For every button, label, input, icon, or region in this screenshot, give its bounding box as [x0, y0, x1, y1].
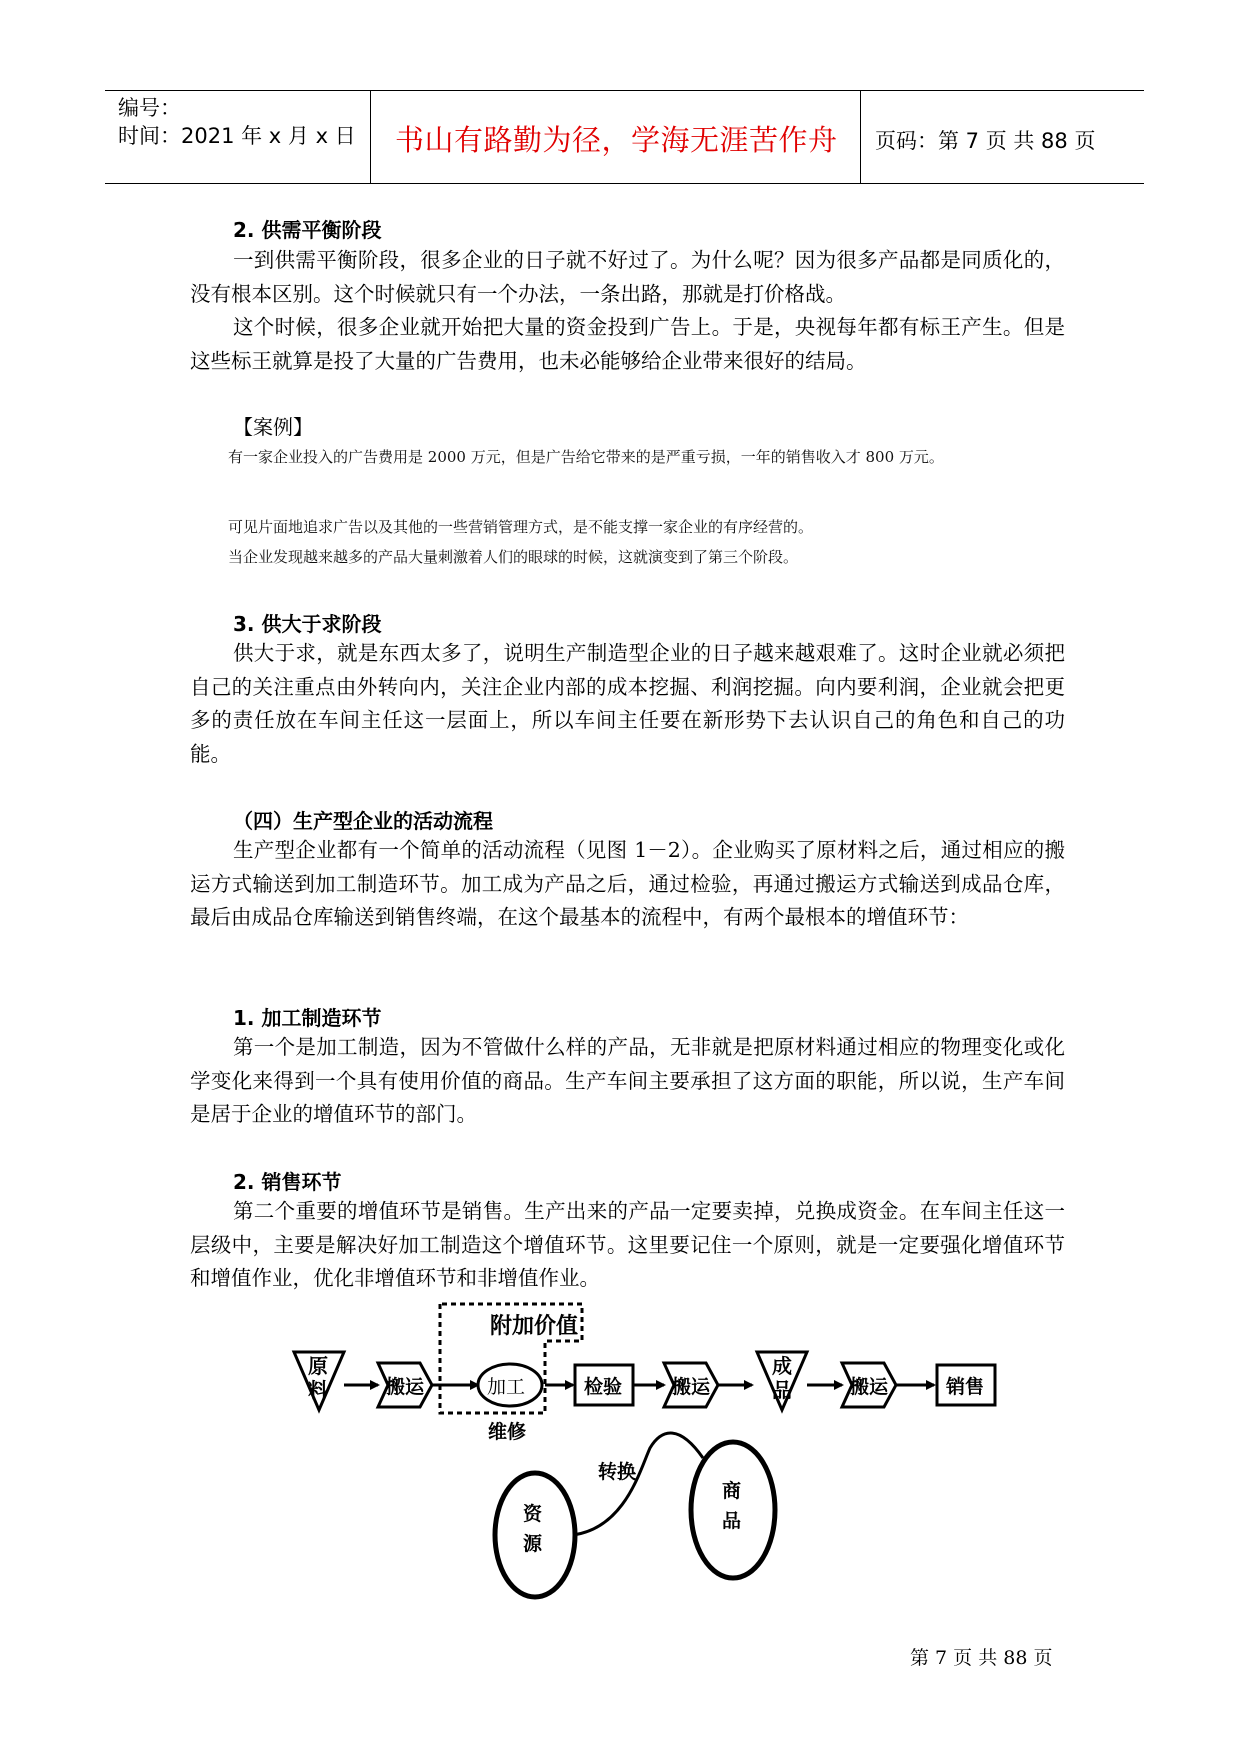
header-motto: 书山有路勤为径，学海无涯苦作舟: [395, 123, 838, 157]
process-label: 加工: [487, 1376, 526, 1398]
case-paragraph: 可见片面地追求广告以及其他的一些营销管理方式，是不能支撑一家企业的有序经营的。: [228, 518, 814, 536]
finished-goods-label-2: 品: [772, 1378, 792, 1402]
paragraph: 供大于求，就是东西太多了，说明生产制造型企业的日子越来越艰难了。这时企业就必须把自己的关注重点由外转向内，关注企业内部的成本挖掘、利润挖掘。向内要利润，企业就会把更多的责任放在车间主任这一层面上，所以车间主任要在新形势下去认识自己的角色和自己的功能。: [190, 641, 1065, 766]
carry-label: 搬运: [672, 1376, 711, 1398]
raw-material-label-2: 料: [308, 1378, 328, 1402]
repair-label: 维修: [488, 1421, 527, 1443]
paragraph: 生产型企业都有一个简单的活动流程（见图 1－2）。企业购买了原材料之后，通过相应的搬运方式输送到加工制造环节。加工成为产品之后，通过检验，再通过搬运方式输送到成品仓库，最后由成品仓库输送到销售终端，在这个最基本的流程中，有两个最根本的增值环节：: [190, 838, 1065, 929]
paragraph: 第二个重要的增值环节是销售。生产出来的产品一定要卖掉，兑换成资金。在车间主任这一层级中，主要是解决好加工制造这个增值环节。这里要记住一个原则，就是一定要强化增值环节和增值作业，优化非增值环节和非增值作业。: [190, 1199, 1065, 1290]
case-paragraph: 当企业发现越来越多的产品大量刺激着人们的眼球的时候，这就演变到了第三个阶段。: [228, 548, 799, 566]
paragraph: 一到供需平衡阶段，很多企业的日子就不好过了。为什么呢？因为很多产品都是同质化的，没有根本区别。这个时候就只有一个办法，一条出路，那就是打价格战。: [190, 248, 1065, 306]
carry-label: 搬运: [850, 1376, 889, 1398]
conversion-label: 转换: [598, 1461, 637, 1483]
section-heading-supply-demand-balance: 2. 供需平衡阶段: [233, 218, 382, 242]
sales-label: 销售: [946, 1376, 985, 1398]
carry-label: 搬运: [386, 1376, 425, 1398]
finished-goods-label-1: 成: [772, 1354, 792, 1378]
paragraph: 这个时候，很多企业就开始把大量的资金投到广告上。于是，央视每年都有标王产生。但是这些标王就算是投了大量的广告费用，也未必能够给企业带来很好的结局。: [190, 315, 1065, 373]
conversion-curve: [573, 1433, 703, 1535]
inspection-label: 检验: [584, 1376, 623, 1398]
footer-page-number: 第 7 页 共 88 页: [910, 1647, 1053, 1669]
resource-label-1: 资: [523, 1503, 543, 1525]
section-heading-manufacturing: 1. 加工制造环节: [233, 1006, 382, 1030]
paragraph: 第一个是加工制造，因为不管做什么样的产品，无非就是把原材料通过相应的物理变化或化学变化来得到一个具有使用价值的商品。生产车间主要承担了这方面的职能，所以说，生产车间是居于企业的增值环节的部门。: [190, 1035, 1065, 1126]
header-page-number: 页码：第 7 页 共 88 页: [875, 129, 1096, 153]
section-heading-oversupply: 3. 供大于求阶段: [233, 612, 382, 636]
header-date: 时间：2021 年 x 月 x 日: [118, 124, 356, 148]
goods-label-2: 品: [722, 1510, 742, 1532]
goods-label-1: 商: [722, 1480, 742, 1502]
section-heading-sales: 2. 销售环节: [233, 1170, 342, 1194]
section-heading-activity-flow: （四）生产型企业的活动流程: [233, 809, 493, 833]
header-number-label: 编号：: [118, 96, 181, 120]
value-added-label: 附加价值: [490, 1314, 579, 1339]
raw-material-label-1: 原: [308, 1354, 328, 1378]
case-title: 【案例】: [233, 415, 313, 439]
case-paragraph: 有一家企业投入的广告费用是 2000 万元，但是广告给它带来的是严重亏损，一年的销售收入才 800 万元。: [228, 448, 944, 466]
resource-label-2: 源: [523, 1533, 543, 1555]
